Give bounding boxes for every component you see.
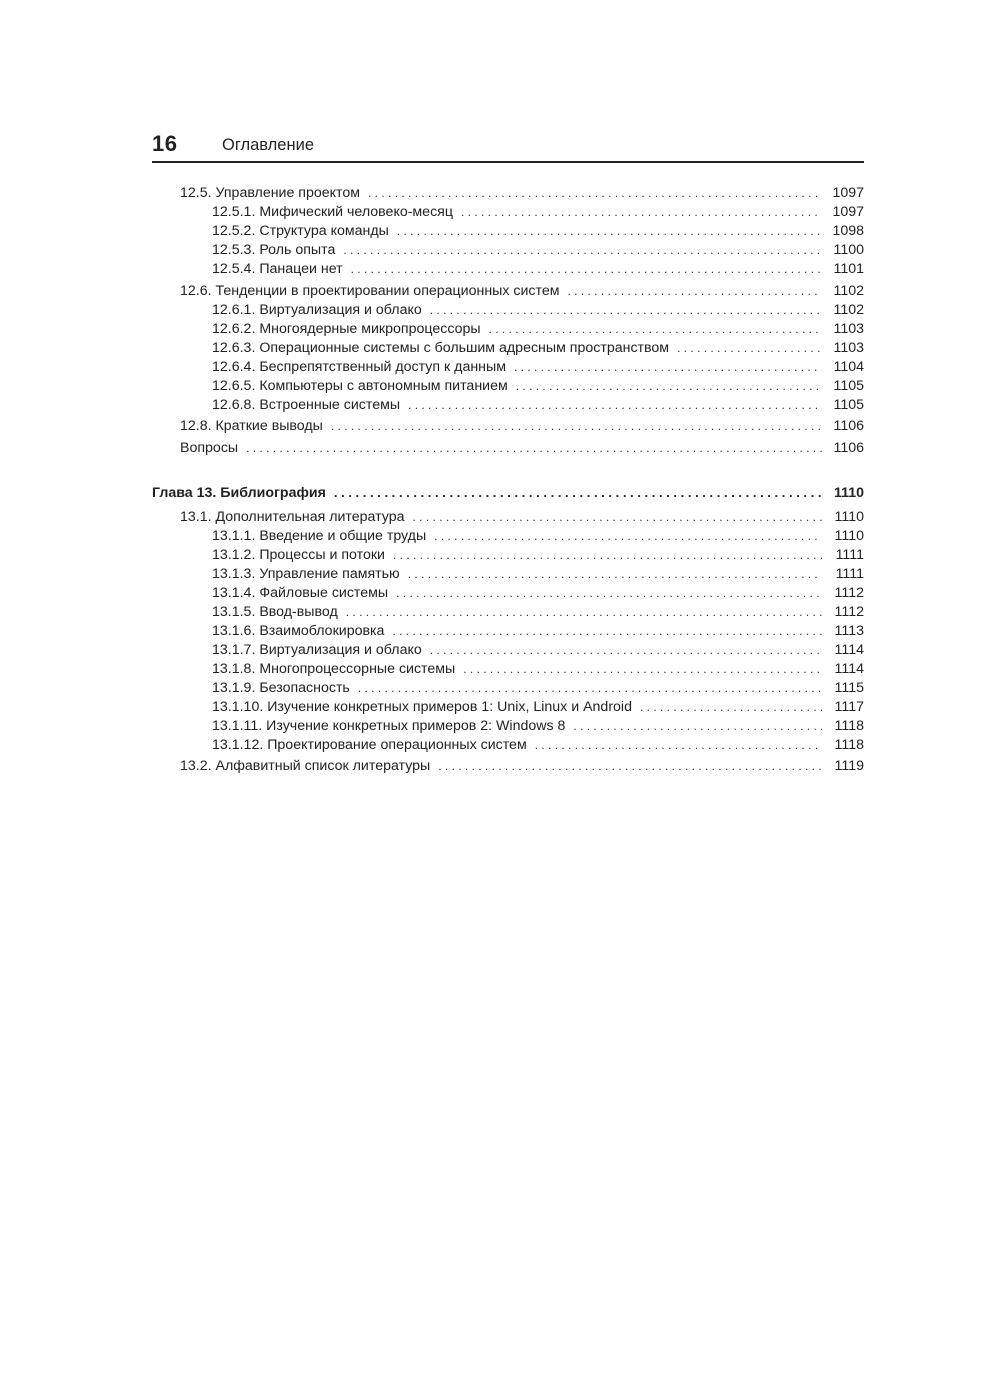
- toc-entry-page: 1112: [834, 603, 864, 620]
- dot-leader: [408, 565, 822, 584]
- toc-entry[interactable]: [152, 222, 864, 241]
- toc-entry[interactable]: [152, 546, 864, 565]
- toc-entry-page: 1114: [834, 641, 864, 658]
- toc-entry-title: 12.6.8. Встроенные системы: [212, 396, 401, 413]
- dot-leader: [413, 508, 822, 527]
- toc-entry[interactable]: [152, 396, 864, 415]
- toc-entry-page: 1102: [833, 282, 864, 299]
- toc-entry[interactable]: [152, 339, 864, 358]
- toc-entry[interactable]: [152, 282, 864, 301]
- toc-entry-page: 1102: [833, 301, 864, 318]
- toc-entry-title: 12.5.2. Структура команды: [212, 223, 389, 239]
- table-of-contents: [152, 184, 864, 776]
- toc-entry-page: 1119: [834, 758, 864, 774]
- dot-leader: [408, 396, 822, 415]
- toc-entry-title: 12.6.1. Виртуализация и облако: [212, 301, 422, 318]
- toc-entry-page: 1097: [832, 204, 864, 220]
- dot-leader: [434, 527, 822, 546]
- toc-entry-title: 13.1.11. Изучение конкретных примеров 2: Windows 8: [212, 717, 566, 734]
- toc-entry-page: 1103: [833, 339, 864, 356]
- toc-entry-title: 12.6. Тенденции в проектировании операционных систем: [180, 282, 560, 299]
- toc-entry[interactable]: [152, 241, 864, 260]
- toc-entry[interactable]: [152, 679, 864, 698]
- toc-entry[interactable]: [152, 603, 864, 622]
- dot-leader: [396, 584, 822, 603]
- toc-entry-title: 13.1.12. Проектирование операционных систем: [212, 736, 527, 753]
- toc-entry[interactable]: [152, 641, 864, 660]
- toc-entry[interactable]: [152, 203, 864, 222]
- toc-entry-title: 13.2. Алфавитный список литературы: [180, 758, 431, 774]
- toc-entry-page: 1101: [833, 261, 864, 277]
- toc-entry-title: 12.6.4. Беспрепятственный доступ к данным: [212, 358, 506, 375]
- toc-entry-page: 1105: [833, 377, 864, 394]
- toc-chapter-page: 1110: [834, 484, 864, 501]
- toc-entry[interactable]: [152, 698, 864, 717]
- toc-entry-title: 13.1.9. Безопасность: [212, 679, 350, 696]
- toc-entry[interactable]: [152, 260, 864, 279]
- toc-entry-page: 1105: [833, 396, 864, 413]
- toc-entry-page: 1118: [834, 717, 864, 734]
- toc-entry-page: 1118: [834, 736, 864, 753]
- toc-entry-title: 13.1.6. Взаимоблокировка: [212, 622, 385, 639]
- toc-entry-title: 13.1.2. Процессы и потоки: [212, 546, 385, 563]
- dot-leader: [246, 439, 822, 458]
- toc-entry-title: 12.6.5. Компьютеры с автономным питанием: [212, 377, 508, 394]
- toc-entry[interactable]: [152, 660, 864, 679]
- dot-leader: [430, 641, 822, 660]
- toc-entry-title: Вопросы: [180, 439, 239, 456]
- toc-entry-title: 13.1.8. Многопроцессорные системы: [212, 660, 456, 677]
- toc-entry-title: 12.5.1. Мифический человеко-месяц: [212, 204, 453, 220]
- toc-entry[interactable]: [152, 527, 864, 546]
- toc-entry-page: 1115: [834, 679, 864, 696]
- toc-entry-page: 1106: [833, 418, 864, 434]
- toc-entry[interactable]: [152, 439, 864, 458]
- toc-chapter-title: Глава 13. Библиография: [152, 484, 326, 501]
- toc-entry[interactable]: [152, 184, 864, 203]
- toc-entry-title: 13.1.10. Изучение конкретных примеров 1: Unix, Linux и Android: [212, 698, 632, 715]
- dot-leader: [358, 679, 822, 698]
- page-number: 16: [152, 131, 178, 156]
- toc-entry-title: 12.5. Управление проектом: [180, 185, 361, 201]
- toc-entry[interactable]: [152, 717, 864, 736]
- dot-leader: [489, 320, 822, 339]
- dot-leader: [568, 282, 823, 301]
- toc-entry-title: 12.8. Краткие выводы: [180, 418, 323, 434]
- toc-entry-page: 1100: [833, 242, 864, 258]
- toc-entry-page: 1111: [835, 565, 864, 582]
- dot-leader: [438, 757, 822, 776]
- dot-leader: [351, 260, 822, 279]
- toc-entry-page: 1097: [832, 185, 864, 201]
- toc-entry-page: 1098: [832, 223, 864, 239]
- toc-entry[interactable]: [152, 377, 864, 396]
- toc-entry-title: 13.1.3. Управление памятью: [212, 565, 400, 582]
- dot-leader: [397, 222, 822, 241]
- toc-entry-title: 13.1.5. Ввод-вывод: [212, 603, 338, 620]
- dot-leader: [463, 660, 822, 679]
- toc-entry[interactable]: [152, 757, 864, 776]
- toc-entry-page: 1110: [834, 508, 864, 525]
- toc-entry[interactable]: [152, 584, 864, 603]
- page-header: [152, 131, 864, 163]
- toc-entry-title: 12.5.3. Роль опыта: [212, 242, 336, 258]
- dot-leader: [535, 736, 822, 755]
- toc-entry-page: 1111: [835, 546, 864, 563]
- toc-entry-page: 1106: [833, 439, 864, 456]
- running-title: Оглавление: [222, 136, 314, 154]
- toc-entry-page: 1104: [833, 358, 864, 375]
- toc-entry[interactable]: [152, 320, 864, 339]
- toc-entry[interactable]: [152, 358, 864, 377]
- toc-entry-title: 12.5.4. Панацеи нет: [212, 261, 343, 277]
- dot-leader: [392, 622, 822, 641]
- dot-leader: [514, 358, 822, 377]
- toc-chapter-entry[interactable]: [152, 482, 864, 503]
- dot-leader: [516, 377, 822, 396]
- dot-leader: [334, 482, 822, 503]
- dot-leader: [331, 417, 822, 436]
- dot-leader: [393, 546, 822, 565]
- dot-leader: [430, 301, 822, 320]
- toc-entry[interactable]: [152, 301, 864, 320]
- dot-leader: [368, 184, 822, 203]
- toc-entry-page: 1110: [834, 527, 864, 544]
- toc-entry-page: 1112: [834, 584, 864, 601]
- toc-entry-page: 1103: [833, 320, 864, 337]
- toc-entry-title: 12.6.2. Многоядерные микропроцессоры: [212, 320, 481, 337]
- toc-entry-title: 12.6.3. Операционные системы с большим адресным пространством: [212, 339, 670, 356]
- dot-leader: [640, 698, 822, 717]
- toc-entry[interactable]: [152, 565, 864, 584]
- toc-entry-page: 1114: [834, 660, 864, 677]
- toc-entry[interactable]: [152, 736, 864, 755]
- dot-leader: [346, 603, 822, 622]
- dot-leader: [573, 717, 822, 736]
- toc-entry-title: 13.1.7. Виртуализация и облако: [212, 641, 422, 658]
- toc-entry-title: 13.1. Дополнительная литература: [180, 508, 405, 525]
- toc-entry-title: 13.1.1. Введение и общие труды: [212, 527, 427, 544]
- toc-entry[interactable]: [152, 508, 864, 527]
- dot-leader: [677, 339, 822, 358]
- toc-entry-page: 1113: [834, 622, 864, 639]
- toc-entry-page: 1117: [834, 698, 864, 715]
- toc-entry-title: 13.1.4. Файловые системы: [212, 584, 389, 601]
- dot-leader: [461, 203, 822, 222]
- dot-leader: [343, 241, 822, 260]
- toc-entry[interactable]: [152, 417, 864, 436]
- toc-entry[interactable]: [152, 622, 864, 641]
